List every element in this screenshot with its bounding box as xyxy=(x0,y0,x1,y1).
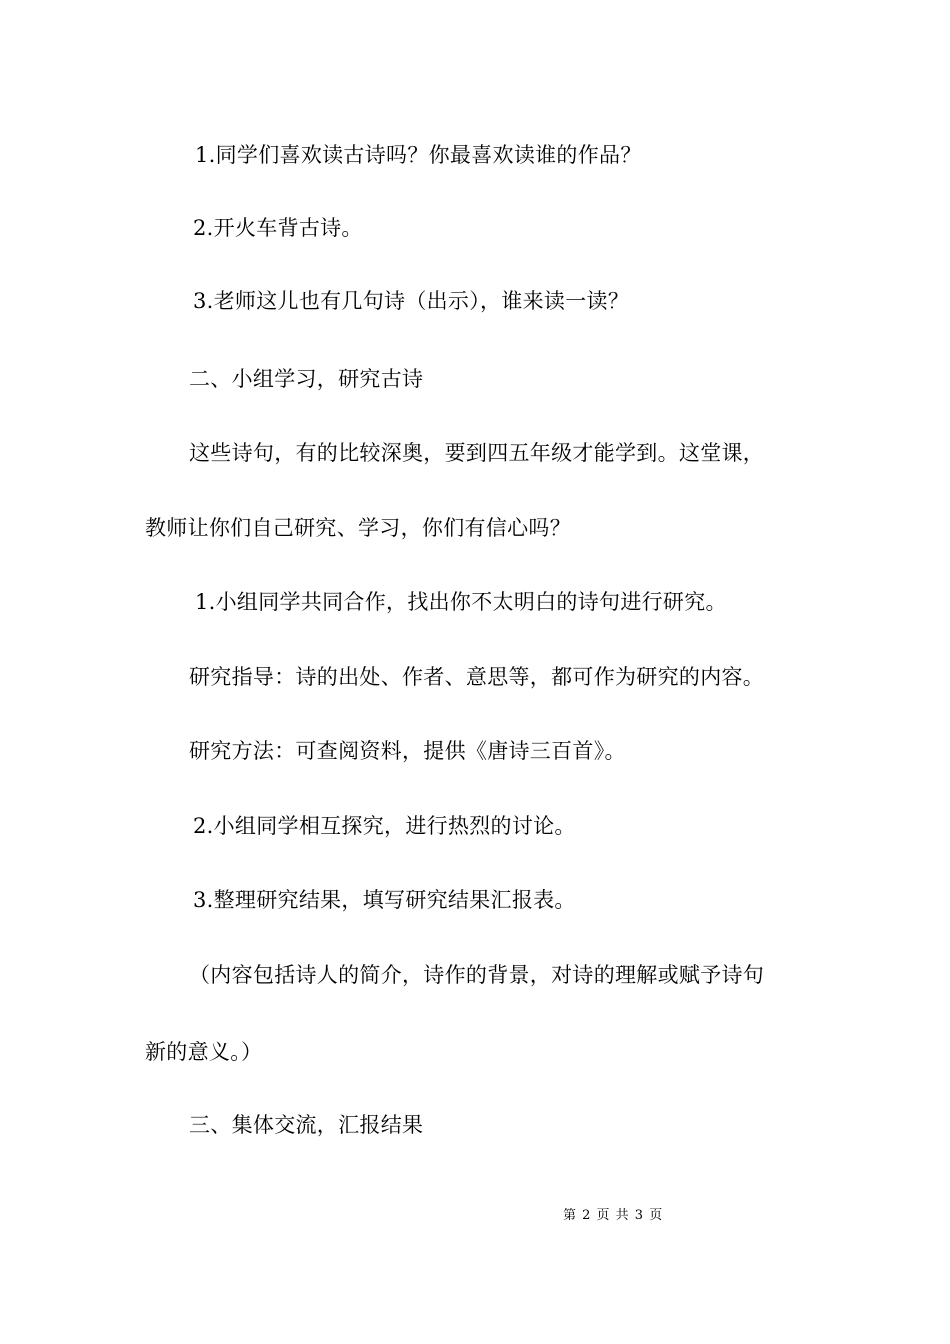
paragraph-step-1: 1.小组同学共同合作，找出你不太明白的诗句进行研究。 xyxy=(195,590,727,614)
paragraph-intro-line-2: 教师让你们自己研究、学习，你们有信心吗？ xyxy=(145,516,571,540)
paragraph-research-method: 研究方法：可查阅资料，提供《唐诗三百首》。 xyxy=(189,739,626,763)
paragraph-question-3: 3.老师这儿也有几句诗（出示），谁来读一读？ xyxy=(193,289,630,313)
section-heading-2: 二、小组学习，研究古诗 xyxy=(189,367,424,391)
section-heading-3: 三、集体交流，汇报结果 xyxy=(189,1113,424,1137)
paragraph-question-1: 1.同学们喜欢读古诗吗？你最喜欢读谁的作品？ xyxy=(195,143,642,167)
paragraph-question-2: 2.开火车背古诗。 xyxy=(193,216,363,240)
page-number-footer: 第 2 页 共 3 页 xyxy=(563,1208,664,1223)
paragraph-note-line-2: 新的意义。） xyxy=(145,1040,263,1064)
paragraph-step-2: 2.小组同学相互探究，进行热烈的讨论。 xyxy=(193,814,576,838)
paragraph-intro-line-1: 这些诗句，有的比较深奥，要到四五年级才能学到。这堂课， xyxy=(189,441,765,465)
paragraph-research-guide: 研究指导：诗的出处、作者、意思等，都可作为研究的内容。 xyxy=(189,665,765,689)
paragraph-note-line-1: （内容包括诗人的简介，诗作的背景，对诗的理解或赋予诗句 xyxy=(189,963,765,987)
paragraph-step-3: 3.整理研究结果，填写研究结果汇报表。 xyxy=(193,888,576,912)
